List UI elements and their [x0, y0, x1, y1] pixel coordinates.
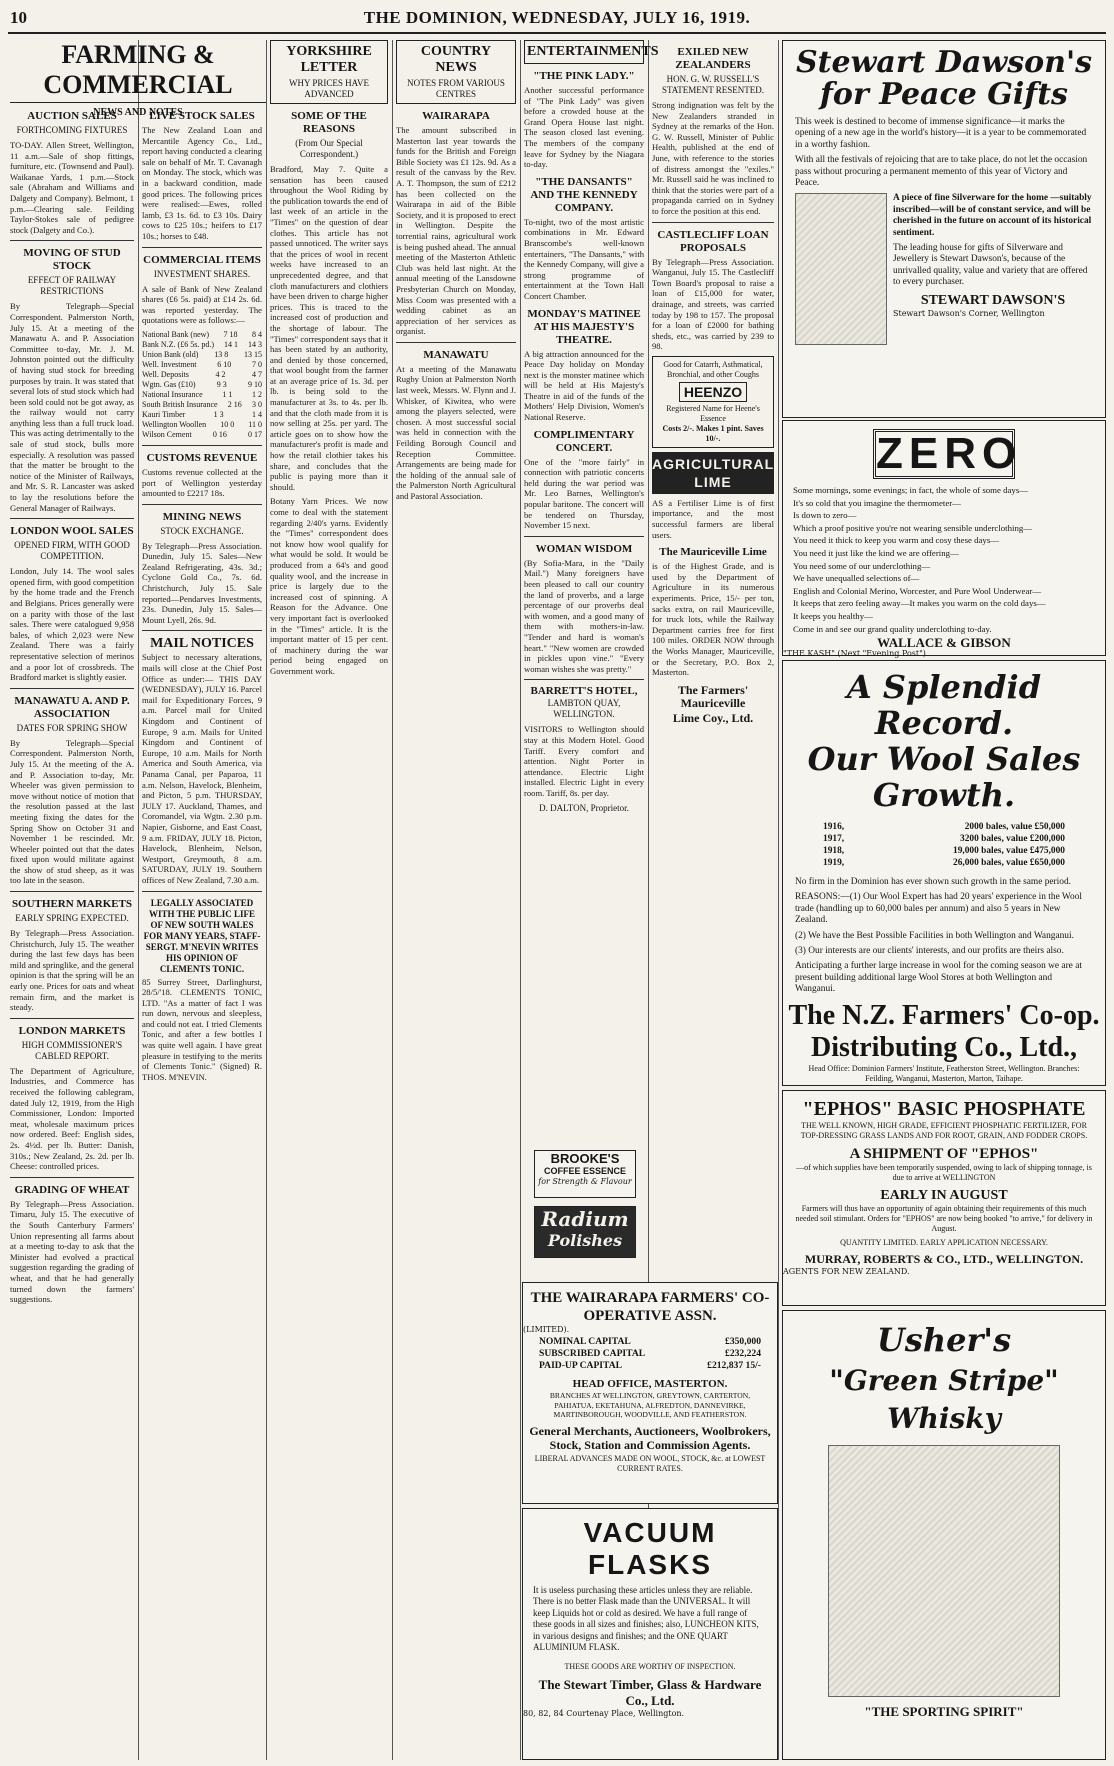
- masthead: [8, 6, 1106, 34]
- sales-bales: 19,000 bales, value £475,000: [953, 846, 1065, 856]
- capital-value: £350,000: [725, 1336, 761, 1347]
- legally-heading: LEGALLY ASSOCIATED WITH THE PUBLIC LIFE OF NEW SOUTH WALES FOR MANY YEARS, STAFF-SERGT. M'NEVIN WRITES HIS OPINION OF CLEMENTS TONIC.: [143, 897, 261, 974]
- banner-title: FARMING & COMMERCIAL: [10, 40, 266, 103]
- splendid-title-2: Our Wool Sales Growth.: [807, 740, 1081, 814]
- divider: [142, 247, 262, 248]
- share-row: [142, 340, 262, 350]
- column-rule: [392, 40, 393, 1760]
- column-3: [270, 40, 388, 1758]
- manawatu-body: By Telegraph—Special Correspondent. Palmerston North, July 15. At the meeting of the A. and P. Association to-day, Mr. Wheeler was given permission to move without notice of motion that the resolution passed at the last meeting fixing the dates for the Spring Show on October 31 and November 1 be rescinded. Mr. Wheeler pointed out that the dates fixed upon would militate against the show of stud sheep, as it was too late in the season.: [10, 737, 134, 886]
- ushers-green-stripe: "Green Stripe": [829, 1364, 1059, 1397]
- concert-body: One of the "more fairly" in connection with patriotic concerts held during the war period was Mr. Leo Barnes, Wellington's popular baritone. The concert will be tendered on Thursday, November 15 next.: [524, 456, 644, 531]
- share-sell: 14 3: [248, 339, 262, 349]
- commercial-heading: COMMERCIAL ITEMS: [143, 253, 261, 266]
- newspaper-title: THE DOMINION, WEDNESDAY, JULY 16, 1919.: [363, 8, 751, 27]
- livestock-body: The New Zealand Loan and Mercantile Agency Co., Ltd., report having conducted a clearing sale on behalf of Mr. T. Cavanagh on Monday. The stock, which was in a backward condition, made good prices. The following prices were realised:—Ewes, rolled lamb, £3 1s. 6d. to £3 10s. Dairy cows to £25 10s.; heifers to £17 10s.; horses to £48.: [142, 125, 262, 241]
- castlecliff-heading: CASTLECLIFF LOAN PROPOSALS: [657, 228, 769, 254]
- share-buy: 1 3: [213, 409, 224, 419]
- divider: [652, 222, 774, 223]
- share-name: Wellington Woollen: [142, 419, 207, 429]
- share-name: National Insurance: [142, 389, 203, 399]
- divider: [10, 688, 134, 689]
- grading-body: By Telegraph—Press Association. Timaru, July 15. The executive of the South Canterbury Farmers' Union representing all farms about at a meeting to-day to ask that the Minister had evolved a practical suggestion regarding the grading of wheat, and that he had generally turned down the farmers' suggestions.: [10, 1198, 134, 1305]
- barrett-sub: LAMBTON QUAY, WELLINGTON.: [547, 698, 621, 720]
- share-buy: 9 3: [216, 379, 227, 389]
- auction-heading: AUCTION SALES: [27, 110, 117, 122]
- auction-subheading: FORTHCOMING FIXTURES: [16, 125, 128, 135]
- share-name: Wilson Cement: [142, 429, 192, 439]
- mauriceville-company-2: Lime Coy., Ltd.: [672, 710, 754, 725]
- auction-body: TO-DAY. Allen Street, Wellington, 11 a.m.—Sale of shop fittings, furniture, etc. (Townsend and Paul). Waikanae Yards, 1 p.m.—Stock sale (Abraham and Williams and Dalgety and Company). Belmont, 1 p.m.—Clearing sale. Feilding Taylor-Stokes sale of pedigree stock (Dalgety and Co.).: [10, 140, 134, 235]
- sales-row: [823, 833, 1065, 845]
- capital-value: £212,837 15/-: [707, 1360, 761, 1371]
- castlecliff-body: By Telegraph—Press Association. Wanganui, July 15. The Castlecliff Town Board's proposal to raise a loan of £15,000 for water, drainage, and streets, was carried today by 198 to 157. The proposal for a loan of £2000 for bathing sheds, etc., was carried by 239 to 98.: [652, 256, 774, 352]
- capital-figures: [523, 1334, 777, 1374]
- ephos-agents: AGENTS FOR NEW ZEALAND.: [783, 1267, 910, 1276]
- woman-heading: WOMAN WISDOM: [535, 542, 633, 555]
- woman-body: (By Sofia-Mara, in the "Daily Mail.") Many foreigners have been pleased to call our country the land of proverbs, and a large percentage of our proverbs deal with women, and a good many of them with mothers-in-law. "Tender and hard is woman's heart." "New women are crowded in pickles upon vine." "Every woman wishes she was pretty.": [524, 557, 644, 674]
- wfc-title: THE WAIRARAPA FARMERS' CO-OPERATIVE ASSN.: [530, 1290, 770, 1324]
- zero-line: Some mornings, some evenings; in fact, the whole of some days—: [793, 485, 1029, 495]
- mauriceville-body: is of the Highest Grade, and is used by the Department of Agriculture in its numerous experiments. Price, 15/- per ton, sacks extra, on rail Mauriceville, for truck lots, while the Railway Department carries free for first 100 miles. ORDER NOW through the Works Manager, Mauriceville, or the Secretary, P.O. Box 2, Masterton.: [652, 561, 774, 678]
- sales-year: 1917,: [823, 834, 845, 844]
- mining-body: By Telegraph—Press Association. Dunedin, July 15. Sales—New Zealand Refrigerating, 43s. 3d.; Cyclone Gold Co., 7s. 6d. Christchurch, July 15. Sale reported—Pendarves Investments, 23s. Dunedin, July 15. Sales—Mount Lyell, 26s. 9d.: [142, 540, 262, 625]
- wfc-limited: (LIMITED).: [523, 1325, 570, 1334]
- zero-line: Is down to zero—: [793, 510, 857, 521]
- ephos-shipment: A SHIPMENT OF "EPHOS": [849, 1146, 1039, 1162]
- divider: [142, 504, 262, 505]
- southern-body: By Telegraph—Press Association. Christchurch, July 15. The weather during the last few days has been mild and springlike, and the general opinion is that the spring will be an early one. Prices for oats and wheat remain firm, and the market is steady.: [10, 928, 134, 1013]
- zero-line: Come in and see our grand quality underclothing to-day.: [793, 623, 992, 634]
- capital-row: [539, 1336, 761, 1348]
- southern-subheading: EARLY SPRING EXPECTED.: [15, 913, 129, 924]
- stewart-p3: A piece of fine Silverware for the home —suitably inscribed—will be of constant service, and will be cherished in the future on account of its historical sentiment.: [893, 193, 1092, 238]
- ephos-ad: [782, 1090, 1106, 1306]
- country-news-banner: [396, 40, 516, 104]
- zero-lines: [783, 479, 1105, 634]
- share-buy: 4 2: [215, 369, 226, 379]
- reasons-3: (3) Our interests are our clients' interests, and our profits are theirs also.: [795, 946, 1064, 957]
- divider: [524, 536, 644, 537]
- zero-line: You need it just like the kind we are offering—: [793, 547, 959, 558]
- column-rule: [520, 40, 521, 1760]
- ushers-ad: [782, 1310, 1106, 1760]
- share-buy: 13 8: [214, 349, 229, 359]
- share-name: National Bank (new): [142, 329, 210, 339]
- moving-subheading: EFFECT OF RAILWAY RESTRICTIONS: [27, 275, 117, 297]
- stewart-sign: STEWART DAWSON'S: [920, 292, 1066, 308]
- ushers-whisky: Whisky: [887, 1402, 1001, 1435]
- mail-body: Subject to necessary alterations, mails will close at the Chief Post Office as under:— THIS DAY (WEDNESDAY), JULY 16. Parcel mail for Expeditionary Forces, 9 a.m. Parcel mail for United Kingdom and Continent of Europe, 9 a.m. Mails for United Kingdom and Continent of Europe, 10 a.m. Mails for North America and South America, via Panama Canal, per Paparoa, 11 a.m. Nelson, Havelock, Blenheim, and Picton, 5 p.m. THURSDAY, JULY 17. Auckland, Thames, and Coromandel, via Wgtn. 2.30 p.m. Napier, Gisborne, and East Coast, 9 a.m. FRIDAY, JULY 18. Picton, Havelock, Blenheim, Nelson, Westport, Greymouth, 8 a.m. SATURDAY, JULY 19. Southern offices of New Zealand, 7.30 a.m.: [142, 652, 262, 885]
- zero-line: We have unequalled selections of—: [793, 573, 920, 584]
- column-rule: [138, 40, 139, 1760]
- share-row: [142, 350, 262, 360]
- vacuum-note: THESE GOODS ARE WORTHY OF INSPECTION.: [564, 1662, 736, 1672]
- ephos-title: "EPHOS" BASIC PHOSPHATE: [802, 1098, 1086, 1120]
- heenzo-price: Costs 2/-. Makes 1 pint. Saves 10/-.: [662, 423, 764, 443]
- column-6: [652, 40, 774, 1265]
- concert-heading: COMPLIMENTARY CONCERT.: [533, 428, 635, 454]
- customs-body: Customs revenue collected at the port of Wellington yesterday amounted to £2217 18s.: [142, 466, 262, 499]
- zero-line: You need it thick to keep you warm and cosy these days—: [793, 535, 1000, 546]
- wool-body: London, July 14. The wool sales opened firm, with good competition by the home trade and the French and Belgians. Prices generally were on a parity with those of the last sales. There were catalogued 9,958 bales, of which 2,023 were New Zealand. There was a fairly representative selection of merinos and a poor lot of crossbreds. The Bradford market is slightly easier.: [10, 566, 134, 683]
- entertainments-banner: [524, 40, 659, 64]
- share-name: Bank N.Z. (£6 5s. pd.): [142, 339, 214, 349]
- sales-year: 1916,: [823, 822, 845, 832]
- sales-row: [823, 845, 1065, 857]
- ephos-note: Farmers will thus have an opportunity of again obtaining their requirements of this much needed soil stimulant. Orders for "EPHOS" are now being booked "to arrive," for delivery in August.: [795, 1204, 1093, 1233]
- capital-label: SUBSCRIBED CAPITAL: [539, 1348, 646, 1359]
- column-rule: [266, 40, 267, 1760]
- divider: [10, 1177, 134, 1178]
- mauriceville-company-1: The Farmers' Mauriceville: [677, 682, 749, 710]
- share-row: [142, 410, 262, 420]
- yorkshire-sub2: SOME OF THE REASONS: [291, 110, 367, 135]
- manawatu-news-body: At a meeting of the Manawatu Rugby Union at Palmerston North last week, Messrs. W. Flynn and J. Whisker, of Kiwitea, who were among the players selected, were chosen. A most successful social was held in connection with the Feilding Borough Council and Reception Committee. Arrangements are being made for the holding of the annual sale of the Palmerston North Agricultural and Pastoral Association.: [396, 363, 516, 501]
- shares-table: [142, 330, 262, 440]
- mining-subheading: STOCK EXCHANGE.: [160, 525, 244, 536]
- sporting-spirit-illustration: [828, 1445, 1060, 1697]
- share-row: [142, 400, 262, 410]
- heenzo-ad: [652, 356, 774, 448]
- zero-line: It's so cold that you imagine the thermometer—: [793, 497, 961, 508]
- page-number: 10: [10, 8, 27, 27]
- sales-year: 1918,: [823, 846, 845, 856]
- zero-sign: WALLACE & GIBSON: [877, 635, 1011, 651]
- stewart-title-2: for Peace Gifts: [820, 77, 1068, 112]
- sales-bales: 26,000 bales, value £650,000: [953, 858, 1065, 868]
- wairarapa-heading: WAIRARAPA: [422, 110, 490, 122]
- sales-row: [823, 857, 1065, 869]
- brookes-tagline: for Strength & Flavour: [538, 1177, 632, 1186]
- zero-title: ZERO: [873, 429, 1015, 479]
- nzf-title-2: Distributing Co., Ltd.,: [810, 1031, 1078, 1063]
- heenzo-title: Good for Catarrh, Asthmatical, Bronchial, and other Coughs: [663, 359, 763, 379]
- share-name: Wgtn. Gas (£10): [142, 379, 196, 389]
- vacuum-sign: The Stewart Timber, Glass & Hardware Co., Ltd.: [538, 1676, 762, 1708]
- wool-heading: LONDON WOOL SALES: [10, 525, 134, 538]
- exiled-body: Strong indignation was felt by the New Zealanders stranded in Sydney at the remarks of the Hon. G. W. Russell, Minister of Public Health, published at the end of June, with reference to the stories of distress amongst the "exiles." Mr. Russell said he was inclined to think that the stories were part of a propaganda carried on in Sydney to force the position at this end.: [652, 100, 774, 216]
- mining-heading: MINING NEWS: [162, 510, 242, 523]
- share-sell: 8 4: [252, 329, 262, 339]
- share-sell: 11 0: [248, 419, 262, 429]
- share-buy: 1 1: [222, 389, 233, 399]
- nzf-office: Head Office: Dominion Farmers' Institute, Featherston Street, Wellington. Branches: Feilding, Wanganui, Masterton, Marton, Taihape.: [808, 1063, 1080, 1083]
- splendid-title-1: A Splendid Record.: [846, 668, 1042, 742]
- share-name: Well. Deposits: [142, 369, 189, 379]
- manawatu-subheading: DATES FOR SPRING SHOW: [16, 722, 128, 733]
- mail-heading: MAIL NOTICES: [150, 636, 254, 652]
- agri-heading: AGRICULTURAL LIME: [652, 452, 774, 494]
- sales-figures: [783, 813, 1105, 877]
- grading-heading: GRADING OF WHEAT: [14, 1183, 130, 1196]
- london-heading: LONDON MARKETS: [18, 1024, 126, 1037]
- ephos-shipment-sub: —of which supplies have been temporarily suspended, owing to lack of shipping tonnage, is due to arrive at WELLINGTON: [796, 1163, 1092, 1182]
- zero-line: It keeps that zero feeling away—It makes you warm on the cold days—: [793, 598, 1046, 609]
- zero-ad: [782, 420, 1106, 659]
- share-sell: 1 4: [252, 409, 262, 419]
- sales-bales: 2000 bales, value £50,000: [964, 822, 1065, 832]
- share-row: [142, 390, 262, 400]
- capital-value: £232,224: [725, 1348, 761, 1359]
- column-rule: [778, 40, 779, 1760]
- divider: [142, 891, 262, 892]
- share-name: Well. Investment: [142, 359, 197, 369]
- reasons-4: Anticipating a further large increase in wool for the coming season we are at present building additional large Wool Stores at both Wellington and Wanganui.: [795, 961, 1082, 995]
- wfc-general: General Merchants, Auctioneers, Woolbrokers, Stock, Station and Commission Agents.: [529, 1423, 771, 1452]
- agri-body: AS a Fertiliser Lime is of first importance, and the most successful farmers are liberal users.: [652, 497, 774, 540]
- london-subheading: HIGH COMMISSIONER'S CABLED REPORT.: [21, 1039, 123, 1061]
- share-sell: 9 10: [247, 379, 262, 389]
- wairarapa-body: The amount subscribed in Masterton last year towards the funds for the British and Foreign Bible Society was £1 12s. 9d. As a result of the canvass by the Rev. A. T. Thompson, the sum of £212 has been collected on the Wairarapa in aid of the Bible Society, and it is proposed to erect in Wellington. Despite the torrential rains, agricultural work is being pushed ahead. The annual meeting of the Masterton Athletic Club was held last night. At the annual meeting of the Lansdowne Presbyterian Church on Monday, Miss Coom was presented with a wedding cabinet as an appreciation of her services as organist.: [396, 125, 516, 337]
- share-buy: 7 18: [223, 329, 238, 339]
- stewart-address: Stewart Dawson's Corner, Wellington: [893, 308, 1045, 318]
- banner-subtitle: NEWS AND NOTES: [93, 107, 183, 118]
- divider: [396, 342, 516, 343]
- wool-subheading: OPENED FIRM, WITH GOOD COMPETITION.: [14, 540, 130, 562]
- wfc-branches: BRANCHES AT WELLINGTON, GREYTOWN, CARTERTON, PAHIATUA, EKETAHUNA, ALFREDTON, DANNEVIRKE, MARTINBOROUGH, WOODVILLE, AND FEATHERSTON.: [549, 1391, 751, 1420]
- manawatu-heading: MANAWATU A. AND P. ASSOCIATION: [14, 694, 130, 720]
- share-sell: 13 15: [244, 349, 262, 359]
- heenzo-sub: Registered Name for Heene's Essence: [666, 403, 760, 423]
- barrett-body: VISITORS to Wellington should stay at this Modern Hotel. Good Tariff. Every comfort and attention. Night Porter in attendance. Electric Light installed. Electric Light in every room. Tariff, 8s. per day.: [524, 724, 644, 798]
- entertainments-heading: ENTERTAINMENTS: [527, 44, 659, 59]
- zero-line: You need some of our underclothing—: [793, 560, 931, 571]
- heenzo-brand: HEENZO: [679, 382, 747, 402]
- share-row: [142, 370, 262, 380]
- vacuum-address: 80, 82, 84 Courtenay Place, Wellington.: [523, 1708, 685, 1718]
- share-buy: 0 16: [212, 429, 227, 439]
- majesty-body: A big attraction announced for the Peace Day holiday on Monday next is the monster matinee which will be held at His Majesty's Theatre in aid of the funds of the Mothers' Help Division, Women's National Reserve.: [524, 348, 644, 423]
- divider: [524, 679, 644, 680]
- mauriceville-heading: The Mauriceville Lime: [659, 546, 767, 559]
- column-5: [524, 40, 659, 1275]
- sales-bales: 3200 bales, value £200,000: [960, 834, 1065, 844]
- share-row: [142, 420, 262, 430]
- wfc-head-office: HEAD OFFICE, MASTERTON.: [572, 1378, 728, 1390]
- share-sell: 4 7: [252, 369, 262, 379]
- majesty-heading: MONDAY'S MATINEE AT HIS MAJESTY'S THEATRE.: [527, 307, 641, 346]
- yorkshire-sub1: WHY PRICES HAVE ADVANCED: [288, 78, 369, 99]
- moving-body: By Telegraph—Special Correspondent. Palmerston North, July 15. At a meeting of the Manawatu A. and P. Association Committee to-day, Mr. J. M. Johnston pointed out the difficulty of having stud stock for breeding purposes by train. It was stated that several lots of stud stock which had been sold could not be got away, as the railway would not carry anything less than a full truck load. This was acting detrimentally to the sale of stud stock, bulls more especially. A resolution was passed that the matter be brought to the notice of the Minister of Railways, and Mr. S. R. Lancaster was asked to lay the resolutions before the General Manager of Railways.: [10, 301, 134, 513]
- share-buy: 10 0: [220, 419, 235, 429]
- share-row: [142, 360, 262, 370]
- dansants-heading: "THE DANSANTS" AND THE KENNEDY COMPANY.: [530, 175, 638, 214]
- reasons-1: REASONS:—(1) Our Wool Expert has had 20 years' experience in the Wool trade (handling up to 60,000 bales per annum) and also 5 years in New Zealand.: [795, 892, 1083, 926]
- moving-heading: MOVING OF STUD STOCK: [23, 247, 121, 273]
- yorkshire-body-2: Botany Yarn Prices. We now come to deal with the statement regarding 2/40's yarns. Evidently the "Times" correspondent does not know how wool qualify for what would be sold. It would be produced from a 64's and good quality wool, and the increase in price is largely due to the increased cost of spinning. A Reason for the Advance. One very important fact is overlooked in the "Times" article. It is the important matter of 15 per cent. of machinery during the war period being engaged on Government work.: [270, 496, 388, 676]
- manawatu-news-heading: MANAWATU: [423, 348, 489, 361]
- ushers-sporting-spirit: "THE SPORTING SPIRIT": [864, 1704, 1024, 1719]
- share-name: Kauri Timber: [142, 409, 186, 419]
- radium-product: Polishes: [547, 1231, 623, 1250]
- share-name: South British Insurance: [142, 399, 218, 409]
- vacuum-body: It is useless purchasing these articles unless they are reliable. There is no better Flask made than the UNIVERSAL. It will keep Liquids hot or cold as desired. We have a full range of these goods in all sizes and finishes; also, LUNCHEON KITS, in various designs and finishes; and the ONE QUART ALUMINIUM FLASK.: [533, 1585, 759, 1653]
- divider: [10, 891, 134, 892]
- stewart-p4: The leading house for gifts of Silverware and Jewellery is Stewart Dawson's, because of the unrivalled quality, value and variety that are offered to every purchaser.: [893, 243, 1088, 288]
- share-sell: 1 2: [251, 389, 262, 399]
- wfc-liberal: LIBERAL ADVANCES MADE ON WOOL, STOCK, &c. at LOWEST CURRENT RATES.: [534, 1453, 766, 1473]
- divider: [142, 630, 262, 631]
- ushers-name: Usher's: [876, 1321, 1012, 1359]
- column-4: [396, 40, 516, 1758]
- zero-line: English and Colonial Merino, Worcester, and Pure Wool Underwear—: [793, 585, 1042, 596]
- commercial-subheading: INVESTMENT SHARES.: [153, 268, 251, 279]
- brookes-product: COFFEE ESSENCE: [543, 1166, 626, 1176]
- sales-row: [823, 821, 1065, 833]
- divider: [10, 240, 134, 241]
- share-row: [142, 330, 262, 340]
- legally-body: 85 Surrey Street, Darlinghurst, 28/5/'18. CLEMENTS TONIC, LTD. "As a matter of fact I was run down, nervous and sleepless, and could not eat. I tried Clements Tonic, and after a few bottles I was quite well again. I have great pleasure in testifying to the merits of Clements Tonic." (Signed) R. THOS. M'NEVIN.: [142, 976, 262, 1082]
- ephos-sign: MURRAY, ROBERTS & CO., LTD., WELLINGTON.: [804, 1252, 1084, 1266]
- ephos-quantity: QUANTITY LIMITED. EARLY APPLICATION NECESSARY.: [840, 1238, 1048, 1247]
- vacuum-title: VACUUM FLASKS: [583, 1517, 717, 1580]
- stewart-p2: With all the festivals of rejoicing that are to take place, do not let the occasion pass without procuring a permanent memento of this year of Victory and Peace.: [795, 155, 1088, 189]
- zero-line: Which a proof positive you're not wearing sensible underclothing—: [793, 522, 1033, 533]
- customs-heading: CUSTOMS REVENUE: [146, 451, 258, 464]
- stewart-title-1: Stewart Dawson's: [795, 45, 1093, 80]
- share-buy: 6 10: [217, 359, 232, 369]
- dansants-body: To-night, two of the most artistic combinations in Mr. Edward Branscombe's well-known entertainers, "The Dansants," with the Kennedy Company, will give a strong programme of entertainment at the Town Hall Concert Chamber.: [524, 216, 644, 301]
- share-buy: 14 1: [224, 339, 238, 349]
- yorkshire-body: Bradford, May 7. Quite a sensation has been caused throughout the Wool Riding by the publication towards the end of last week of an article in the "Times" on the question of dear clothes. This article has not passed unnoticed. The writer says that the prices of wool in recent weeks have increased to an unprecedented degree, and that cloth manufacturers and clothiers have been driven to charge higher prices. This is traced to the increased cost of production and the shortage of labour. The "Times" correspondent says that it has been stated by an authority, and denied by those concerned, that wool bought from the farmer at an average price of 1s. 3d. per lb. is being sold to the manufacturer at 3s. to 4s. per lb. and that the cloth made from it is now selling at 25s. per yard. The article goes on to show how the manufacturer's profit is made and how the retail clothier takes his share, and concludes that the public is paying more than it should.: [270, 164, 388, 492]
- country-news-sub: NOTES FROM VARIOUS CENTRES: [407, 78, 505, 99]
- ephos-early: EARLY IN AUGUST: [880, 1188, 1008, 1203]
- share-sell: 7 0: [251, 359, 262, 369]
- reasons-2: (2) We have the Best Possible Facilities in both Wellington and Wanganui.: [795, 930, 1074, 941]
- divider: [10, 518, 134, 519]
- splendid-record-ad: [782, 660, 1106, 1086]
- radium-name: Radium: [541, 1207, 629, 1231]
- southern-heading: SOUTHERN MARKETS: [11, 898, 133, 911]
- capital-label: PAID-UP CAPITAL: [539, 1360, 623, 1371]
- share-sell: 0 17: [247, 429, 262, 439]
- yorkshire-from: (From Our Special Correspondent.): [295, 138, 363, 159]
- column-2: [142, 104, 262, 1758]
- country-news-heading: COUNTRY NEWS: [420, 44, 492, 75]
- zero-sign-sub: "THE KASH" (Next "Evening Post"): [783, 649, 926, 659]
- wairarapa-farmers-ad: [522, 1282, 778, 1504]
- column-1: [10, 104, 134, 1758]
- share-sell: 3 0: [251, 399, 262, 409]
- pink-lady-heading: "THE PINK LADY.": [533, 70, 635, 82]
- yorkshire-banner: [270, 40, 388, 104]
- barrett-sign: D. DALTON, Proprietor.: [539, 802, 629, 813]
- commercial-body: A sale of Bank of New Zealand shares (£6 5s. paid) at £14 2s. 6d. was reported yesterday. The quotations were as follows:—: [142, 283, 262, 326]
- share-row: [142, 380, 262, 390]
- zero-line: It keeps you healthy—: [793, 610, 873, 621]
- pink-lady-body: Another successful performance of "The Pink Lady" was given before a crowded house at the Grand Opera House last night. The season closed last evening. The members of the company leave for Sydney by the Niagara to-day.: [524, 85, 644, 170]
- brookes-ad: [534, 1150, 636, 1198]
- capital-row: [539, 1360, 761, 1372]
- radium-ad: [534, 1206, 636, 1258]
- ephos-sub: THE WELL KNOWN, HIGH GRADE, EFFICIENT PHOSPHATIC FERTILIZER, FOR TOP-DRESSING GRASS LANDS AND FOR ROOT, GRAIN, AND FODDER CROPS.: [800, 1121, 1088, 1140]
- vacuum-flasks-ad: [522, 1508, 778, 1760]
- exiled-sub: HON. G. W. RUSSELL'S STATEMENT RESENTED.: [661, 74, 765, 95]
- share-row: [142, 430, 262, 440]
- stewart-dawson-ad: [782, 40, 1106, 418]
- share-name: Union Bank (old): [142, 349, 199, 359]
- barrett-heading: BARRETT'S HOTEL,: [530, 685, 638, 698]
- nzf-title-1: The N.Z. Farmers' Co-op.: [788, 999, 1100, 1031]
- exiled-heading: EXILED NEW ZEALANDERS: [675, 46, 751, 71]
- divider: [142, 445, 262, 446]
- stewart-p1: This week is destined to become of immense significance—it marks the opening of a new age in the world's history—it is a year to be commemorated in a worthy fashion.: [795, 117, 1087, 150]
- yorkshire-heading: YORKSHIRE LETTER: [286, 44, 372, 75]
- sales-year: 1919,: [823, 858, 845, 868]
- capital-row: [539, 1348, 761, 1360]
- divider: [10, 1018, 134, 1019]
- livestock-heading: LIVE STOCK SALES: [149, 110, 255, 122]
- share-buy: 2 16: [227, 399, 242, 409]
- london-body: The Department of Agriculture, Industries, and Commerce has received the following cablegram, dated July 12, 1919, from the High Commissioner, London: Imported meat, wholesale maximum prices now ordered. Beef: English sides, 2s. 4½d. per lb. Butter: Danish, 310s.; New Zealand, 2s. 2d. per lb. Cheese: controlled prices.: [10, 1065, 134, 1172]
- splendid-note: No firm in the Dominion has ever shown such growth in the same period.: [795, 877, 1071, 887]
- woman-illustration: [795, 193, 887, 345]
- capital-label: NOMINAL CAPITAL: [539, 1336, 631, 1347]
- brookes-name: BROOKE'S: [550, 1151, 620, 1166]
